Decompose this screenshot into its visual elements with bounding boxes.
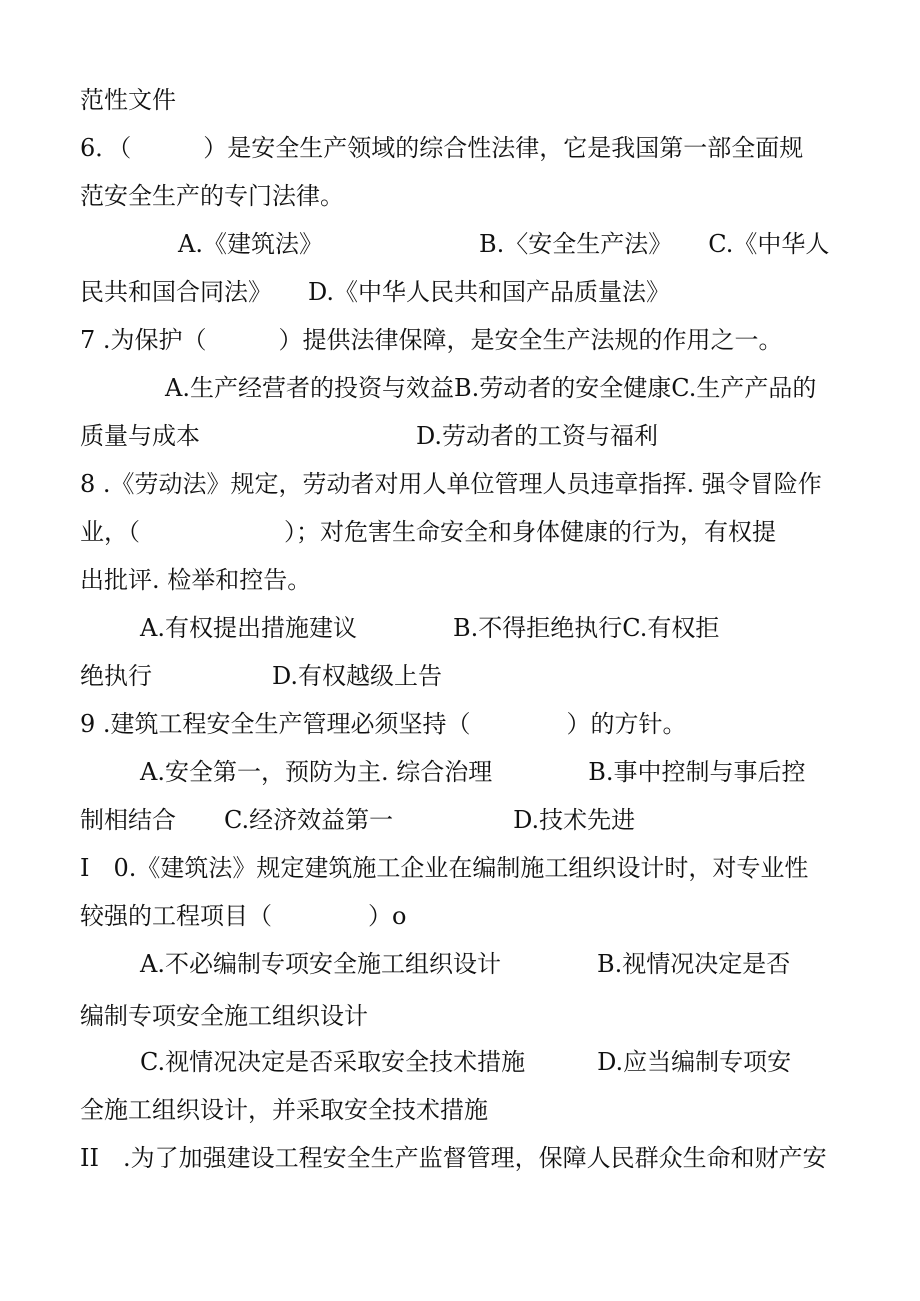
question-8-stem-end: 出批评. 检举和控告。 [80, 566, 312, 594]
question-9-stem: 9 .建筑工程安全生产管理必须坚持（ ）的方针。 [80, 710, 687, 738]
question-8-stem: 8 .《劳动法》规定，劳动者对用人单位管理人员违章指挥. 强令冒险作 [80, 470, 822, 498]
question-11-stem: II .为了加强建设工程安全生产监督管理，保障人民群众生命和财产安 [80, 1144, 827, 1172]
question-6-options-c-d: 民共和国合同法》 D.《中华人民共和国产品质量法》 [80, 278, 671, 306]
question-7-options-c-d: 质量与成本 D.劳动者的工资与福利 [80, 422, 659, 450]
question-8-options-c-d: 绝执行 D.有权越级上告 [80, 662, 443, 690]
question-6-options-a-c: A.《建筑法》 B.〈安全生产法》 C.《中华人 [178, 230, 830, 258]
question-10-options-c-d: C.视情况决定是否采取安全技术措施 D.应当编制专项安 [140, 1048, 792, 1076]
question-9-options-b-d: 制相结合 C.经济效益第一 D.技术先进 [80, 806, 636, 834]
question-7-options-a-c: A.生产经营者的投资与效益B.劳动者的安全健康C.生产产品的 [165, 374, 817, 402]
question-6-stem-cont: 范安全生产的专门法律。 [80, 182, 344, 210]
question-10-stem: I 0.《建筑法》规定建筑施工企业在编制施工组织设计时，对专业性 [80, 854, 809, 882]
question-7-stem: 7 .为保护（ ）提供法律保障，是安全生产法规的作用之一。 [80, 326, 783, 354]
question-10-stem-cont: 较强的工程项目（ ）o [80, 902, 407, 930]
question-8-options-a-c: A.有权提出措施建议 B.不得拒绝执行C.有权拒 [140, 614, 720, 642]
question-8-stem-cont: 业，（ ）；对危害生命安全和身体健康的行为，有权提 [80, 518, 776, 546]
question-10-option-d-cont: 全施工组织设计，并采取安全技术措施 [80, 1096, 488, 1124]
question-6-stem: 6．（ ）是安全生产领域的综合性法律，它是我国第一部全面规 [80, 134, 804, 162]
question-9-options-a-b: A.安全第一，预防为主. 综合治理 B.事中控制与事后控 [140, 758, 806, 786]
text-line-1: 范性文件 [80, 86, 176, 114]
question-10-option-b-cont: 编制专项安全施工组织设计 [80, 1002, 368, 1030]
question-10-options-a-b: A.不必编制专项安全施工组织设计 B.视情况决定是否 [140, 950, 791, 978]
